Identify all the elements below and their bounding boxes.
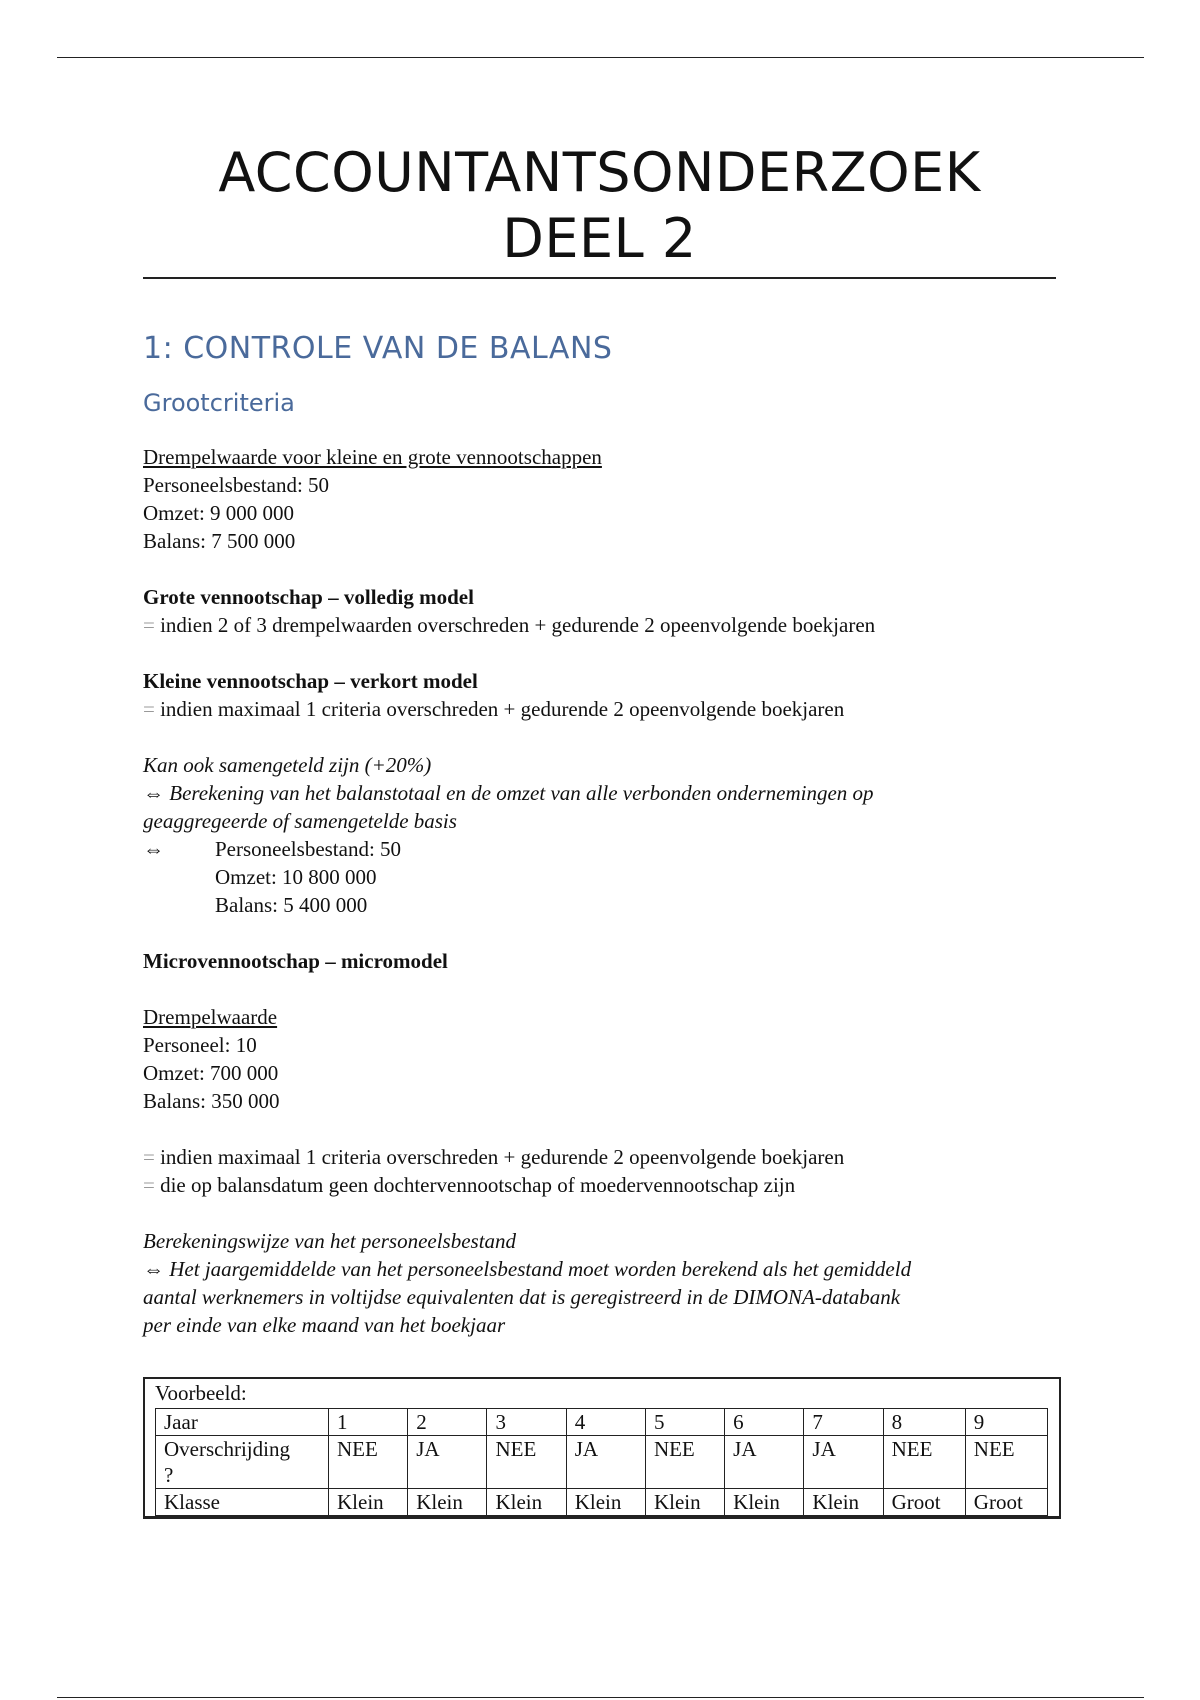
table-cell: 1 (329, 1409, 408, 1436)
table-cell: Klein (329, 1489, 408, 1516)
table-cell: JA (408, 1436, 487, 1489)
consolidated-value: Balans: 5 400 000 (215, 893, 368, 917)
example-table (155, 1408, 1048, 1516)
micro-value: Omzet: 700 000 (143, 1061, 279, 1085)
table-row (156, 1409, 1048, 1436)
subsection-heading: Grootcriteria (143, 389, 295, 417)
staff-calc-line-3: per einde van elke maand van het boekjaar (143, 1313, 506, 1337)
table-cell: JA (725, 1436, 804, 1489)
table-cell: NEE (883, 1436, 965, 1489)
table-cell: NEE (645, 1436, 724, 1489)
equals-symbol: = (143, 1145, 155, 1169)
table-row (156, 1489, 1048, 1516)
table-cell: 3 (487, 1409, 566, 1436)
table-cell: Groot (883, 1489, 965, 1516)
equivalence-arrow-icon: ⇔ (143, 781, 164, 805)
table-row (156, 1436, 1048, 1489)
equals-symbol: = (143, 697, 155, 721)
table-cell: Klein (725, 1489, 804, 1516)
header-rule (57, 57, 1144, 58)
staff-calc-line-1: ⇔ Het jaargemiddelde van het personeelsbestand moet worden berekend als het gemiddeld (143, 1257, 912, 1281)
consolidated-values-row (143, 835, 1063, 863)
example-label: Voorbeeld: (155, 1381, 247, 1405)
table-cell: 9 (965, 1409, 1047, 1436)
title-line-1: ACCOUNTANTSONDERZOEK (218, 141, 981, 204)
section-heading: 1: CONTROLE VAN DE BALANS (143, 331, 613, 366)
table-cell: JA (566, 1436, 645, 1489)
micro-value: Personeel: 10 (143, 1033, 257, 1057)
micro-condition: = indien maximaal 1 criteria overschreden + gedurende 2 opeenvolgende boekjaren (143, 1145, 845, 1169)
table-cell: 2 (408, 1409, 487, 1436)
staff-calc-line-2: aantal werknemers in voltijdse equivalenten dat is geregistreerd in de DIMONA-databank (143, 1285, 901, 1309)
document-body (143, 325, 1063, 1339)
row-label: Overschrijding ? (156, 1436, 329, 1489)
threshold-line: Balans: 7 500 000 (143, 529, 296, 553)
consolidated-value: Personeelsbestand: 50 (215, 837, 402, 861)
row-label: Jaar (156, 1409, 329, 1436)
thresholds-heading: Drempelwaarde voor kleine en grote vennootschappen (143, 445, 602, 469)
table-cell: Klein (645, 1489, 724, 1516)
table-cell: 8 (883, 1409, 965, 1436)
small-company-heading: Kleine vennootschap – verkort model (143, 669, 478, 693)
equals-symbol: = (143, 613, 155, 637)
title-underline (143, 277, 1056, 279)
equivalence-arrow-icon: ⇔ (143, 837, 164, 861)
table-cell: Groot (965, 1489, 1047, 1516)
consolidated-value: Omzet: 10 800 000 (215, 865, 377, 889)
equals-symbol: = (143, 1173, 155, 1197)
title-line-2: DEEL 2 (502, 207, 697, 270)
staff-calc-heading: Berekeningswijze van het personeelsbestand (143, 1229, 517, 1253)
consolidated-line-2: geaggregeerde of samengetelde basis (143, 809, 457, 833)
micro-threshold-heading: Drempelwaarde (143, 1005, 278, 1029)
table-cell: NEE (487, 1436, 566, 1489)
table-cell: NEE (965, 1436, 1047, 1489)
table-cell: Klein (487, 1489, 566, 1516)
consolidated-line-1: ⇔ Berekening van het balanstotaal en de omzet van alle verbonden ondernemingen op (143, 781, 874, 805)
example-box (143, 1377, 1061, 1519)
table-cell: 7 (804, 1409, 883, 1436)
table-cell: Klein (566, 1489, 645, 1516)
table-cell: 6 (725, 1409, 804, 1436)
table-cell: JA (804, 1436, 883, 1489)
consolidated-intro: Kan ook samengeteld zijn (+20%) (143, 753, 432, 777)
micro-heading: Microvennootschap – micromodel (143, 949, 448, 973)
footer-rule (57, 1697, 1144, 1698)
equivalence-arrow-icon: ⇔ (143, 1257, 164, 1281)
table-cell: 5 (645, 1409, 724, 1436)
threshold-line: Omzet: 9 000 000 (143, 501, 295, 525)
table-cell: Klein (408, 1489, 487, 1516)
micro-condition: = die op balansdatum geen dochtervennootschap of moedervennootschap zijn (143, 1173, 796, 1197)
table-cell: Klein (804, 1489, 883, 1516)
table-cell: 4 (566, 1409, 645, 1436)
large-company-rule: = indien 2 of 3 drempelwaarden overschreden + gedurende 2 opeenvolgende boekjaren (143, 613, 876, 637)
document-title (143, 140, 1056, 272)
small-company-rule: = indien maximaal 1 criteria overschreden + gedurende 2 opeenvolgende boekjaren (143, 697, 845, 721)
row-label: Klasse (156, 1489, 329, 1516)
table-cell: NEE (329, 1436, 408, 1489)
large-company-heading: Grote vennootschap – volledig model (143, 585, 474, 609)
micro-value: Balans: 350 000 (143, 1089, 280, 1113)
threshold-line: Personeelsbestand: 50 (143, 473, 330, 497)
